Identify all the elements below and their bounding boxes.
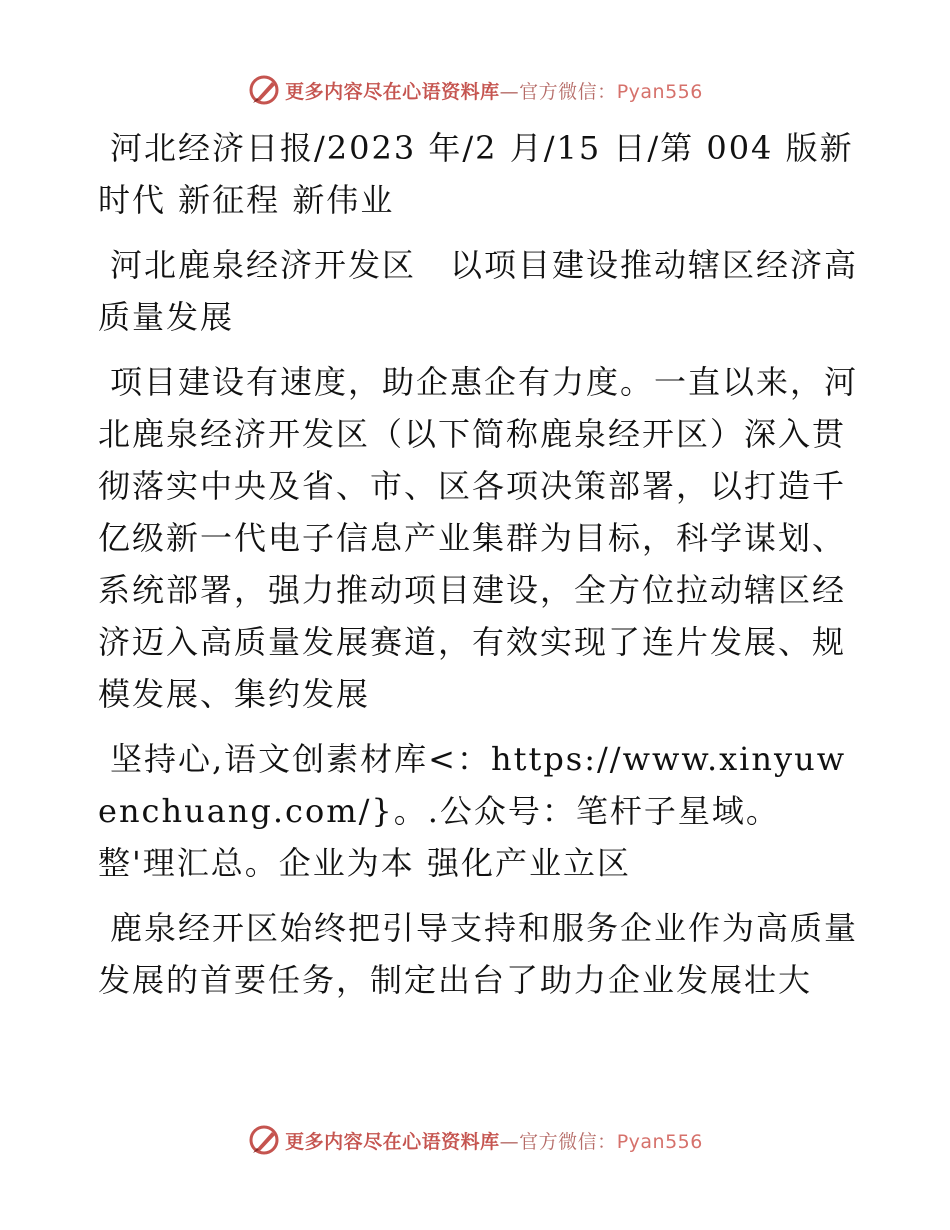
header-banner-separator: —: [499, 80, 520, 103]
footer-banner-wechat-id: Pyan556: [616, 1130, 703, 1153]
quill-pen-logo-icon: [247, 1123, 281, 1157]
quill-pen-logo-icon: [247, 73, 281, 107]
footer-banner-main: 更多内容尽在心语资料库: [285, 1130, 500, 1153]
header-banner-main: 更多内容尽在心语资料库: [285, 80, 500, 103]
footer-banner-label: 官方微信：: [519, 1130, 617, 1153]
footer-watermark-banner: [0, 1120, 950, 1160]
footer-banner-separator: —: [499, 1130, 520, 1153]
footer-banner-text: [285, 1127, 703, 1154]
doc-paragraph: 坚持心,语文创素材库<：https://www.xinyuwenchuang.com/}。.公众号：笔杆子星域。整'理汇总。企业为本 强化产业立区: [98, 740, 847, 882]
header-banner-wechat-id: Pyan556: [616, 80, 703, 103]
doc-headline: 河北鹿泉经济开发区 以项目建设推动辖区经济高质量发展: [98, 246, 859, 336]
document-body: [98, 122, 858, 1019]
doc-paragraph: 项目建设有速度，助企惠企有力度。一直以来，河北鹿泉经济开发区（以下简称鹿泉经开区）深入贯彻落实中央及省、市、区各项决策部署，以打造千亿级新一代电子信息产业集群为目标，科学谋划、系统部署，强力推动项目建设，全方位拉动辖区经济迈入高质量发展赛道，有效实现了连片发展、规模发展、集约发展: [98, 363, 859, 713]
header-watermark-banner: [0, 70, 950, 110]
doc-paragraph: 鹿泉经开区始终把引导支持和服务企业作为高质量发展的首要任务，制定出台了助力企业发展壮大: [98, 909, 859, 999]
header-banner-label: 官方微信：: [519, 80, 617, 103]
header-banner-text: [285, 77, 703, 104]
doc-source-line: 河北经济日报/2023 年/2 月/15 日/第 004 版新时代 新征程 新伟业: [98, 129, 854, 219]
